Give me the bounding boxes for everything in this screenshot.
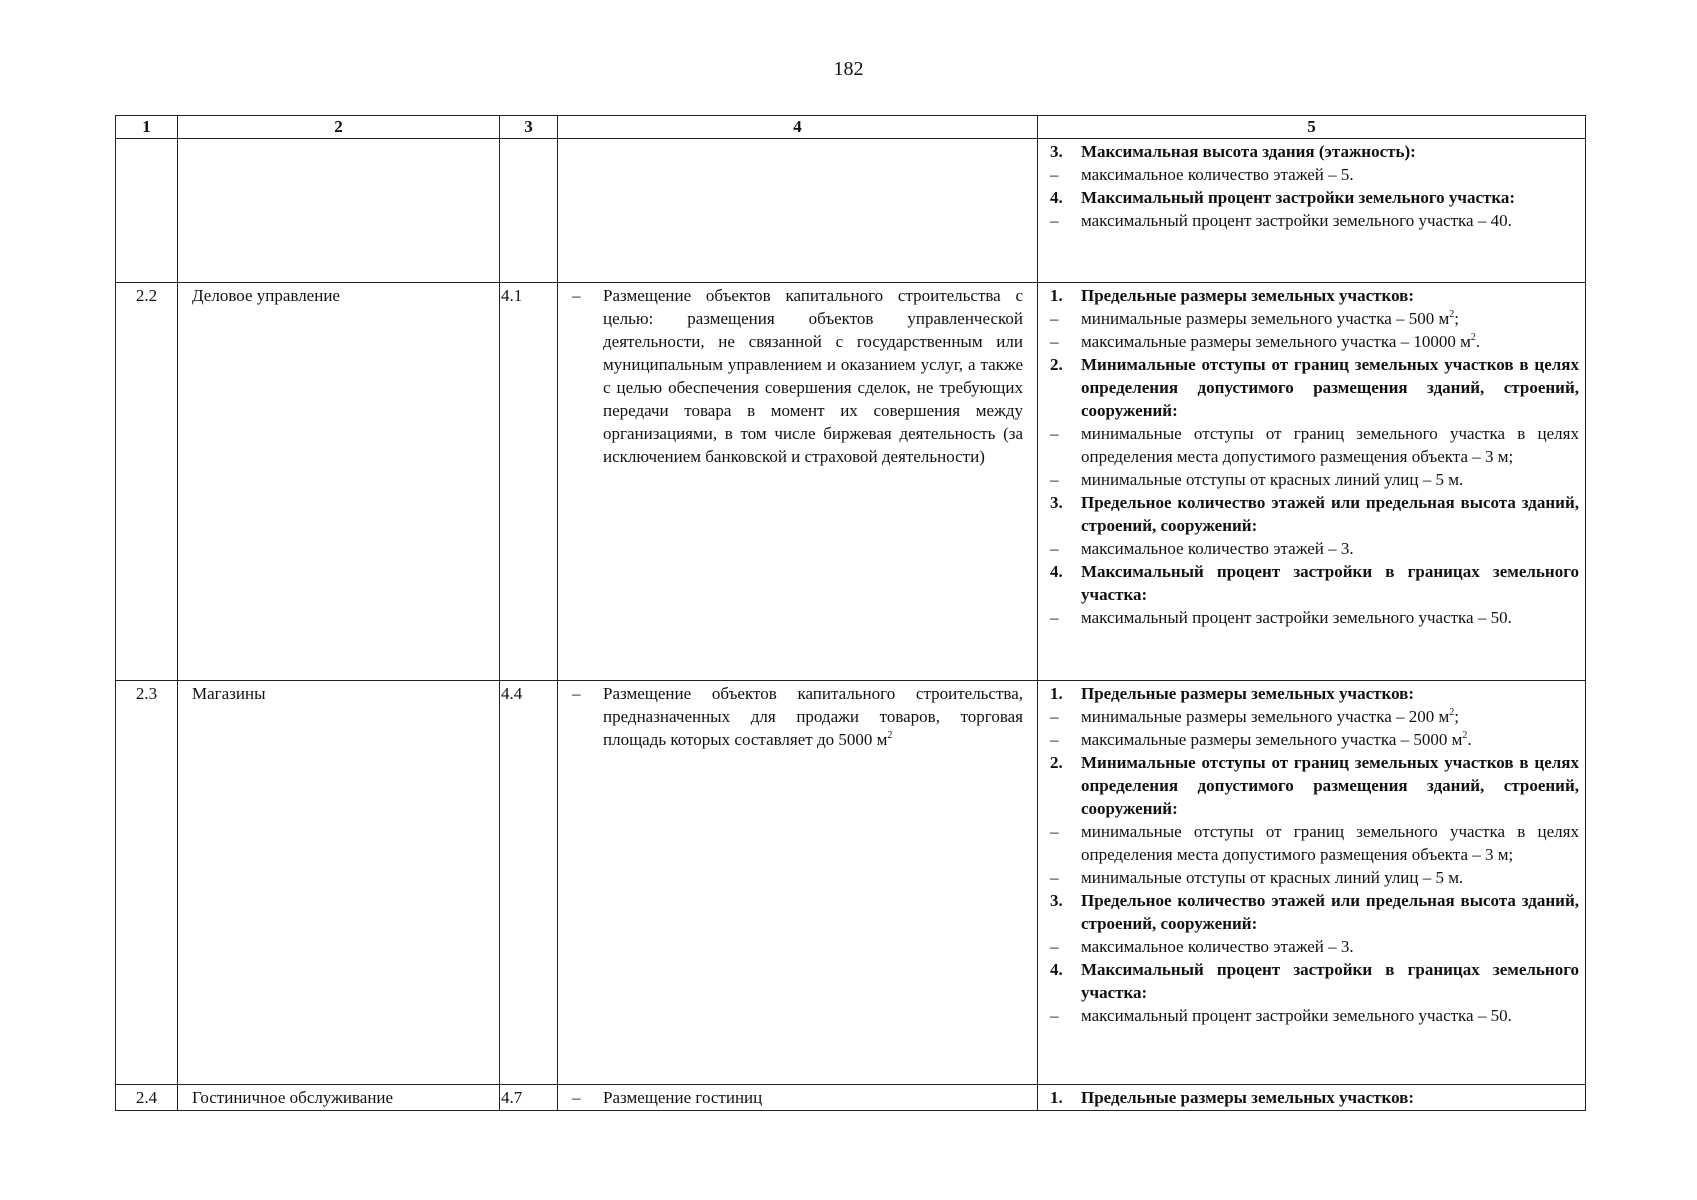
use-description-cell [558, 1085, 1038, 1111]
row-number-cell: 2.4 [116, 1085, 178, 1111]
item-text-main: максимальный процент застройки земельного участка – 50. [1081, 1006, 1512, 1025]
list-marker: – [1050, 165, 1059, 184]
list-item [1050, 866, 1579, 889]
list-item [1050, 935, 1579, 958]
list-marker: 2. [1050, 355, 1063, 374]
list-item [1050, 330, 1579, 353]
list-item-text [603, 682, 1023, 751]
page-number: 182 [833, 58, 864, 80]
list-item-text [1081, 537, 1579, 560]
list-marker: – [572, 286, 581, 305]
list-item-text [603, 1086, 1023, 1109]
item-text-main: минимальные отступы от границ земельного участка в целях определения места допустимого размещения объекта – 3 м; [1081, 424, 1579, 466]
list-item [572, 284, 1023, 468]
item-text-main: Предельное количество этажей или предельная высота зданий, строений, сооружений: [1081, 493, 1579, 535]
list-marker: – [1050, 707, 1059, 726]
item-text-main: минимальные отступы от красных линий улиц – 5 м. [1081, 470, 1464, 489]
list-marker: 4. [1050, 562, 1063, 581]
parameter-heading [1050, 140, 1579, 163]
list-item [1050, 606, 1579, 629]
list-item-text [1081, 1086, 1579, 1109]
list-marker: 4. [1050, 188, 1063, 207]
list-item-text [1081, 163, 1579, 186]
item-text-main: Максимальный процент застройки в границах земельного участка: [1081, 960, 1579, 1002]
list-item-text [1081, 682, 1579, 705]
list-item [1050, 537, 1579, 560]
list-marker: – [1050, 937, 1059, 956]
zoning-parameters-table [115, 115, 1586, 1111]
list-item [1050, 209, 1579, 232]
header-col-5: 5 [1038, 116, 1586, 139]
item-text-tail: ; [1454, 309, 1459, 328]
parameter-heading [1050, 491, 1579, 537]
list-item-text [1081, 307, 1579, 330]
list-item-text [1081, 728, 1579, 751]
table-row [116, 283, 1586, 681]
header-col-3: 3 [500, 116, 558, 139]
superscript: 2 [1462, 730, 1468, 741]
list-marker: – [1050, 332, 1059, 351]
list-item-text [1081, 889, 1579, 935]
item-text-main: Предельное количество этажей или предельная высота зданий, строений, сооружений: [1081, 891, 1579, 933]
list-item [572, 1086, 1023, 1109]
list-marker: – [1050, 730, 1059, 749]
list-item-text [1081, 468, 1579, 491]
use-description-cell [558, 283, 1038, 681]
parameters-cell [1038, 1085, 1586, 1111]
use-type-code-cell: 4.4 [500, 681, 558, 1085]
item-text-main: максимальные размеры земельного участка – 5000 м [1081, 730, 1463, 749]
table-row [116, 139, 1586, 283]
item-text-main: максимальный процент застройки земельного участка – 40. [1081, 211, 1512, 230]
list-item-text [1081, 422, 1579, 468]
list-item [1050, 820, 1579, 866]
item-text-main: максимальный процент застройки земельного участка – 50. [1081, 608, 1512, 627]
use-type-code-cell: 4.1 [500, 283, 558, 681]
header-col-4: 4 [558, 116, 1038, 139]
list-item [572, 682, 1023, 751]
use-type-name-cell [178, 139, 500, 283]
use-type-name-cell: Магазины [178, 681, 500, 1085]
list-marker: – [572, 684, 581, 703]
use-description-cell [558, 681, 1038, 1085]
list-marker: – [1050, 1006, 1059, 1025]
list-marker: 3. [1050, 142, 1063, 161]
list-item-text [1081, 353, 1579, 422]
parameters-cell [1038, 681, 1586, 1085]
list-item-text [1081, 751, 1579, 820]
item-text-main: минимальные размеры земельного участка – 200 м [1081, 707, 1450, 726]
parameters-cell [1038, 283, 1586, 681]
list-marker: – [572, 1088, 581, 1107]
list-item-text [1081, 140, 1579, 163]
parameters-cell [1038, 139, 1586, 283]
list-marker: – [1050, 822, 1059, 841]
parameter-heading [1050, 353, 1579, 422]
list-item [1050, 1004, 1579, 1027]
parameter-heading [1050, 1086, 1579, 1109]
superscript: 2 [887, 730, 893, 741]
header-row [116, 116, 1586, 139]
item-text-main: минимальные отступы от красных линий улиц – 5 м. [1081, 868, 1464, 887]
list-item-text [1081, 1004, 1579, 1027]
parameter-heading [1050, 958, 1579, 1004]
item-text-main: Максимальный процент застройки в границах земельного участка: [1081, 562, 1579, 604]
parameter-heading [1050, 751, 1579, 820]
list-item-text [603, 284, 1023, 468]
item-text-main: Предельные размеры земельных участков: [1081, 1088, 1415, 1107]
list-item [1050, 705, 1579, 728]
item-text-main: минимальные размеры земельного участка – 500 м [1081, 309, 1450, 328]
list-item-text [1081, 935, 1579, 958]
list-marker: 1. [1050, 1088, 1063, 1107]
list-marker: – [1050, 868, 1059, 887]
row-number-cell [116, 139, 178, 283]
header-col-2: 2 [178, 116, 500, 139]
item-text-main: Предельные размеры земельных участков: [1081, 286, 1415, 305]
use-type-code-cell [500, 139, 558, 283]
list-marker: 1. [1050, 684, 1063, 703]
list-marker: – [1050, 470, 1059, 489]
use-type-name-cell: Гостиничное обслуживание [178, 1085, 500, 1111]
parameter-heading [1050, 682, 1579, 705]
table-row [116, 1085, 1586, 1111]
list-item-text [1081, 560, 1579, 606]
row-number-cell: 2.2 [116, 283, 178, 681]
item-text-main: Максимальная высота здания (этажность): [1081, 142, 1416, 161]
item-text-main: максимальное количество этажей – 5. [1081, 165, 1354, 184]
list-marker: 3. [1050, 493, 1063, 512]
use-description-cell [558, 139, 1038, 283]
item-text-main: Размещение гостиниц [603, 1088, 763, 1107]
list-item [1050, 422, 1579, 468]
list-marker: – [1050, 211, 1059, 230]
list-marker: 4. [1050, 960, 1063, 979]
list-item-text [1081, 284, 1579, 307]
list-item-text [1081, 606, 1579, 629]
item-text-main: Предельные размеры земельных участков: [1081, 684, 1415, 703]
use-type-code-cell: 4.7 [500, 1085, 558, 1111]
parameter-heading [1050, 284, 1579, 307]
list-item [1050, 728, 1579, 751]
list-item [1050, 468, 1579, 491]
superscript: 2 [1470, 332, 1476, 343]
parameter-heading [1050, 560, 1579, 606]
list-marker: – [1050, 539, 1059, 558]
item-text-tail: . [1475, 332, 1481, 351]
list-item-text [1081, 866, 1579, 889]
item-text-main: Размещение объектов капитального строительства с целью: размещения объектов управленческой деятельности, не связанной с государственным или муниципальным управлением и оказанием услуг, а также с целью обеспечения совершения сделок, не требующих передачи товара в момент их совершения между организациями, в том числе биржевая деятельность (за исключением банковской и страховой деятельности) [603, 286, 1023, 466]
list-item-text [1081, 209, 1579, 232]
list-item [1050, 163, 1579, 186]
list-marker: – [1050, 309, 1059, 328]
use-type-name-cell: Деловое управление [178, 283, 500, 681]
superscript: 2 [1449, 707, 1455, 718]
list-item-text [1081, 705, 1579, 728]
header-col-1: 1 [116, 116, 178, 139]
item-text-main: Минимальные отступы от границ земельных участков в целях определения допустимого размещения зданий, строений, сооружений: [1081, 753, 1579, 818]
list-item-text [1081, 820, 1579, 866]
item-text-main: Минимальные отступы от границ земельных участков в целях определения допустимого размещения зданий, строений, сооружений: [1081, 355, 1579, 420]
superscript: 2 [1449, 309, 1455, 320]
list-item-text [1081, 958, 1579, 1004]
item-text-main: Размещение объектов капитального строительства, предназначенных для продажи товаров, торговая площадь которых составляет до 5000 м [603, 684, 1023, 749]
table-row [116, 681, 1586, 1085]
item-text-main: максимальное количество этажей – 3. [1081, 937, 1354, 956]
list-marker: 1. [1050, 286, 1063, 305]
item-text-tail: ; [1454, 707, 1459, 726]
row-number-cell: 2.3 [116, 681, 178, 1085]
list-marker: – [1050, 424, 1059, 443]
item-text-main: Максимальный процент застройки земельного участка: [1081, 188, 1516, 207]
parameter-heading [1050, 186, 1579, 209]
list-item-text [1081, 330, 1579, 353]
item-text-main: максимальное количество этажей – 3. [1081, 539, 1354, 558]
list-item [1050, 307, 1579, 330]
list-marker: 2. [1050, 753, 1063, 772]
list-marker: 3. [1050, 891, 1063, 910]
list-marker: – [1050, 608, 1059, 627]
item-text-main: минимальные отступы от границ земельного участка в целях определения места допустимого размещения объекта – 3 м; [1081, 822, 1579, 864]
item-text-main: максимальные размеры земельного участка – 10000 м [1081, 332, 1471, 351]
parameter-heading [1050, 889, 1579, 935]
list-item-text [1081, 186, 1579, 209]
list-item-text [1081, 491, 1579, 537]
item-text-tail: . [1467, 730, 1472, 749]
